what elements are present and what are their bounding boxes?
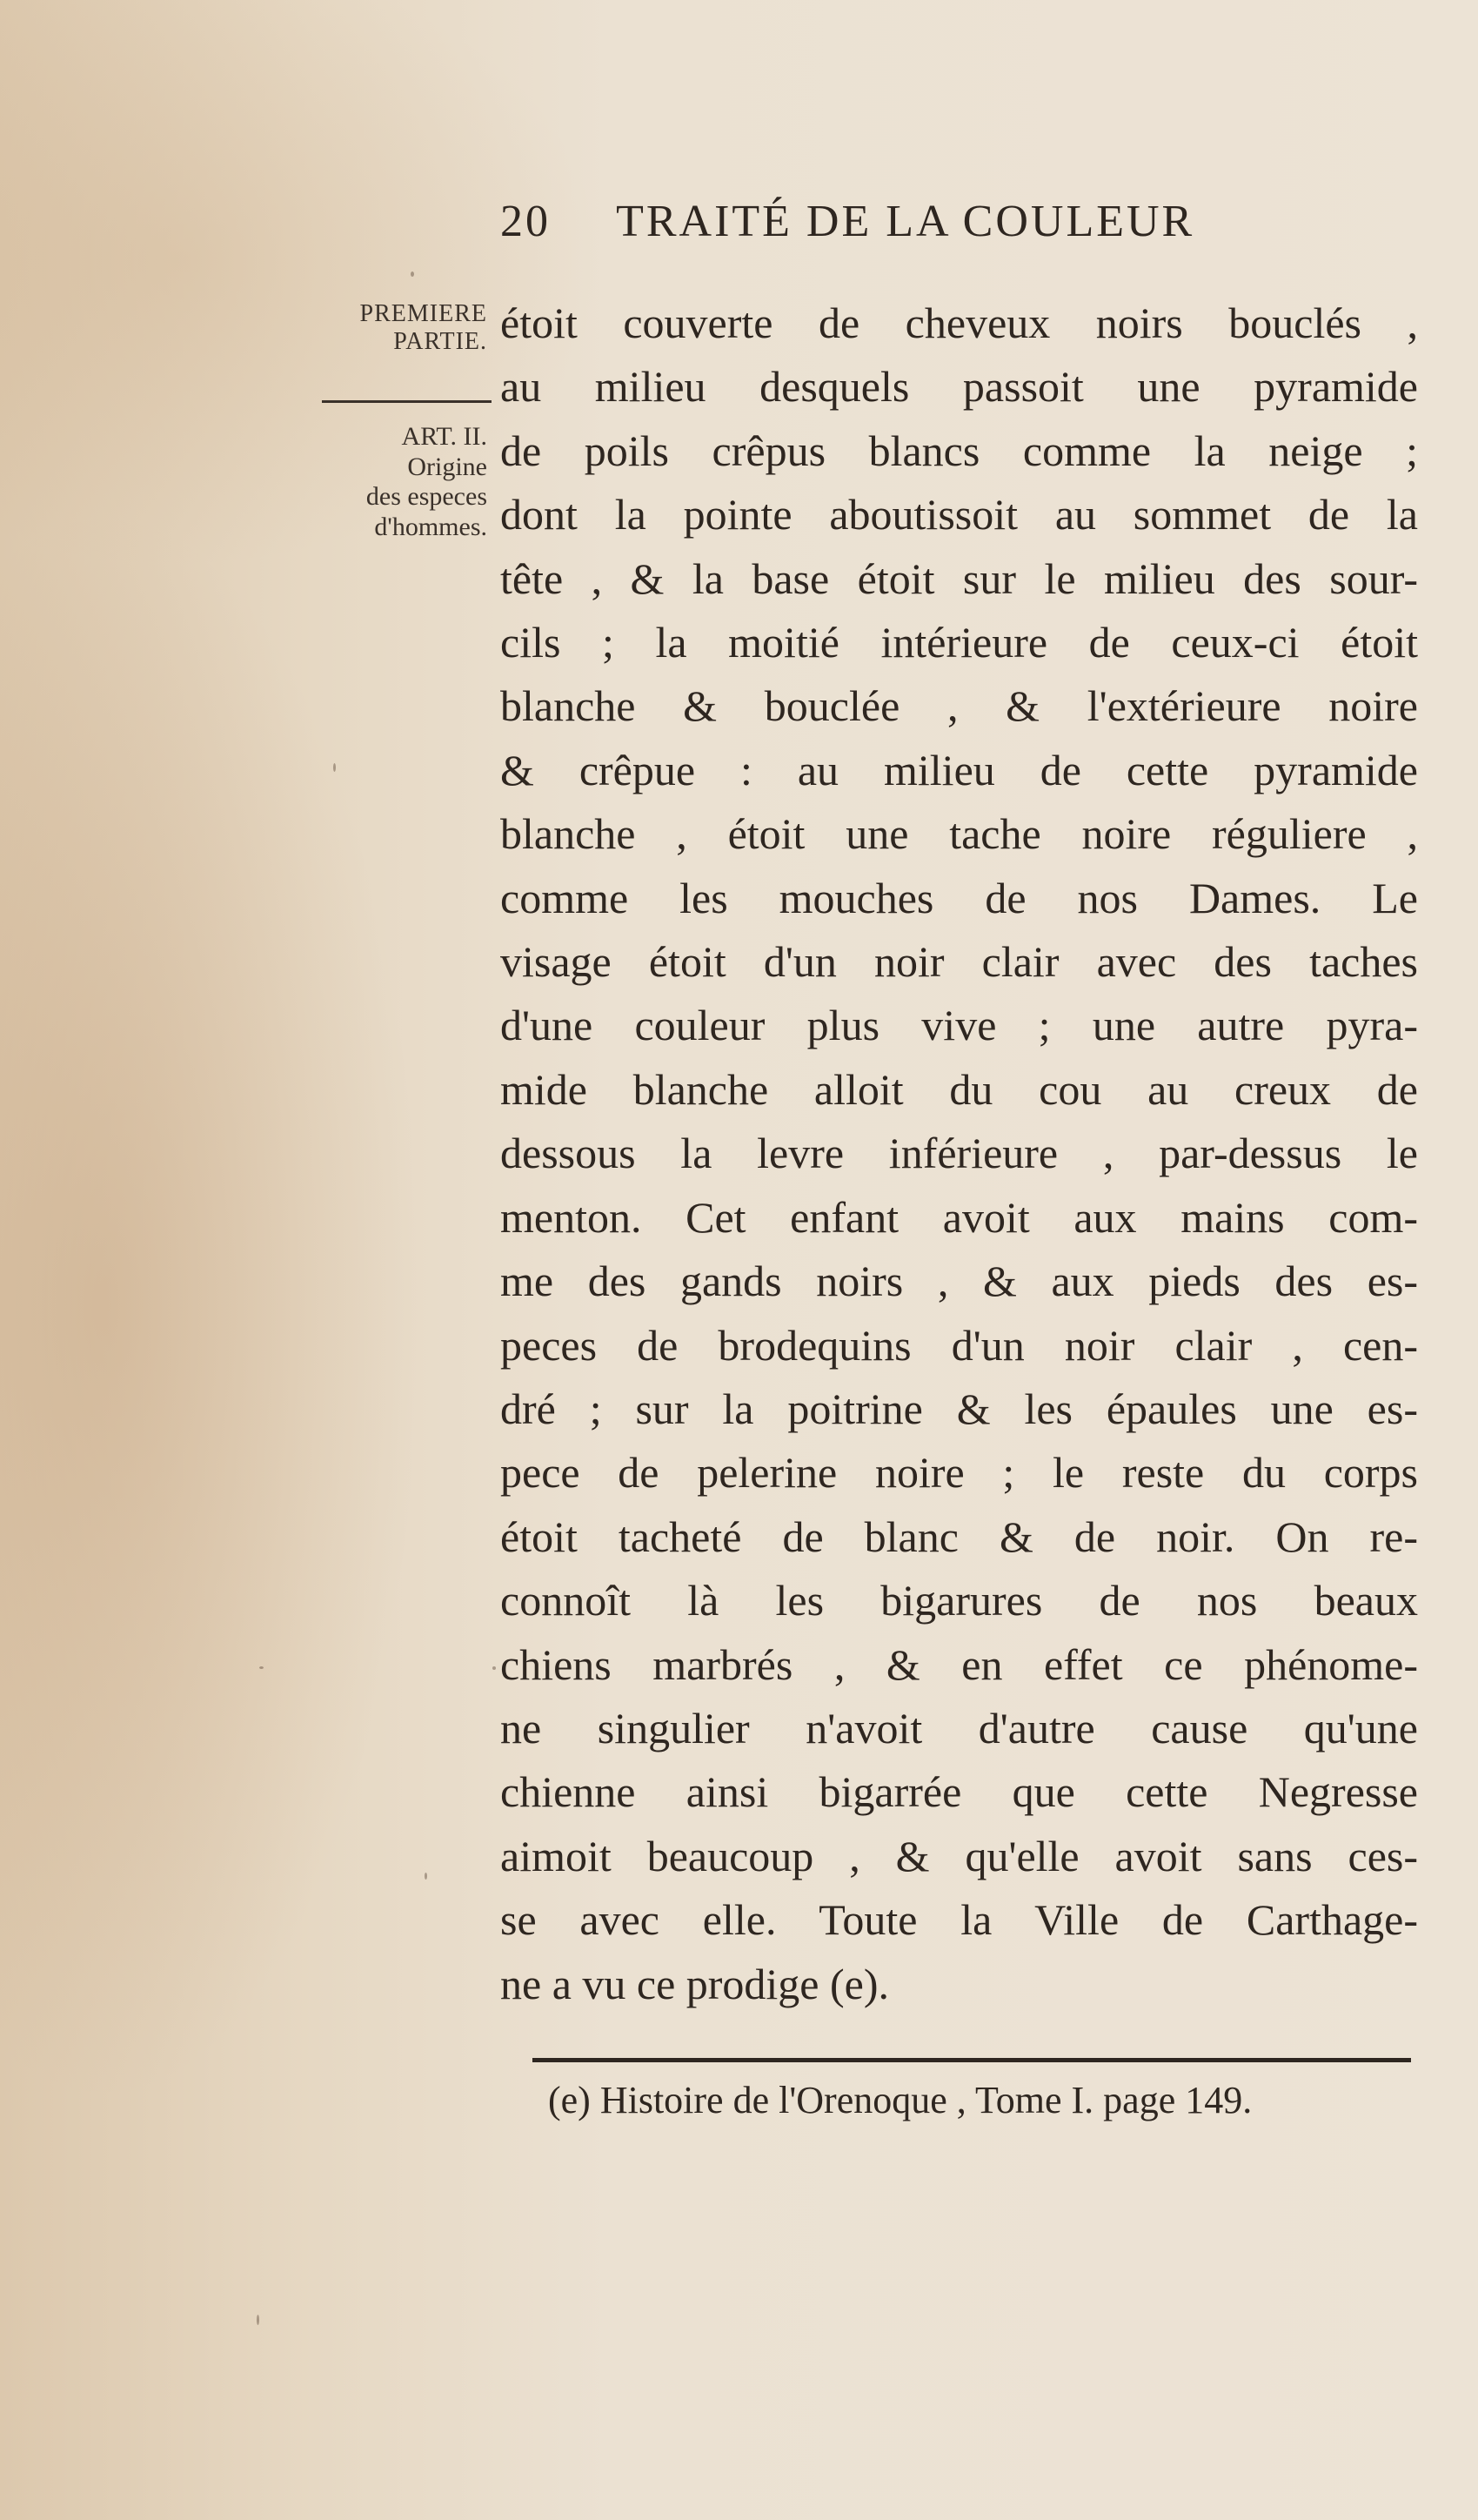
text-line: blanche , étoit une tache noire réguliere , xyxy=(500,809,1418,859)
text-line: cils ; la moitié intérieure de ceux-ci étoit xyxy=(500,618,1418,667)
text-line: étoit couverte de cheveux noirs bouclés , xyxy=(500,298,1418,347)
text-line: tête , & la base étoit sur le milieu des sour- xyxy=(500,553,1418,603)
text-line: & crêpue : au milieu de cette pyramide xyxy=(500,745,1418,794)
text-line: dré ; sur la poitrine & les épaules une es- xyxy=(500,1384,1418,1433)
text-line: d'une couleur plus vive ; une autre pyra- xyxy=(500,1001,1418,1050)
margin-note-part-line1: PREMIERE xyxy=(359,300,487,327)
text-line: dont la pointe aboutissoit au sommet de la xyxy=(500,490,1418,540)
running-head xyxy=(500,196,1370,247)
text-line: me des gands noirs , & aux pieds des es- xyxy=(500,1257,1418,1306)
text-line: chiens marbrés , & en effet ce phénome- xyxy=(500,1639,1418,1689)
margin-note-art-line3: des especes xyxy=(365,482,487,511)
text-line: connoît là les bigarures de nos beaux xyxy=(500,1576,1418,1625)
text-line: blanche & bouclée , & l'extérieure noire xyxy=(500,681,1418,731)
margin-note-part xyxy=(287,300,487,356)
body-text xyxy=(500,292,1422,2016)
text-line: pece de pelerine noire ; le reste du corps xyxy=(500,1448,1418,1498)
text-line: menton. Cet enfant avoit aux mains com- xyxy=(500,1192,1418,1242)
text-line: ne singulier n'avoit d'autre cause qu'une xyxy=(500,1703,1418,1753)
text-line: ne a vu ce prodige (e). xyxy=(500,1959,889,2008)
page-number: 20 xyxy=(500,197,551,246)
margin-note-divider xyxy=(322,400,492,403)
footnote: (e) Histoire de l'Orenoque , Tome I. page 149. xyxy=(548,2079,1253,2121)
margin-note-part-line2: PARTIE. xyxy=(393,328,487,356)
margin-note-article xyxy=(287,422,487,542)
text-line: peces de brodequins d'un noir clair , cen- xyxy=(500,1320,1418,1370)
text-line: étoit tacheté de blanc & de noir. On re- xyxy=(500,1511,1418,1561)
text-line: de poils crêpus blancs comme la neige ; xyxy=(500,426,1418,475)
text-line: au milieu desquels passoit une pyramide xyxy=(500,362,1418,412)
running-title: TRAITÉ DE LA COULEUR xyxy=(616,197,1195,246)
text-line: se avec elle. Toute la Ville de Carthage- xyxy=(500,1895,1418,1945)
text-line: visage étoit d'un noir clair avec des taches xyxy=(500,937,1418,987)
text-line: mide blanche alloit du cou au creux de xyxy=(500,1064,1418,1114)
margin-note-art-line4: d'hommes. xyxy=(374,512,487,541)
text-line: chienne ainsi bigarrée que cette Negresse xyxy=(500,1767,1418,1817)
text-line: aimoit beaucoup , & qu'elle avoit sans ces- xyxy=(500,1831,1418,1880)
text-line: comme les mouches de nos Dames. Le xyxy=(500,873,1418,922)
margin-note-art-line2: Origine xyxy=(407,452,487,481)
text-line: dessous la levre inférieure , par-dessus le xyxy=(500,1129,1418,1178)
margin-note-art-line1: ART. II. xyxy=(401,422,487,451)
footnote-rule xyxy=(532,2058,1411,2062)
